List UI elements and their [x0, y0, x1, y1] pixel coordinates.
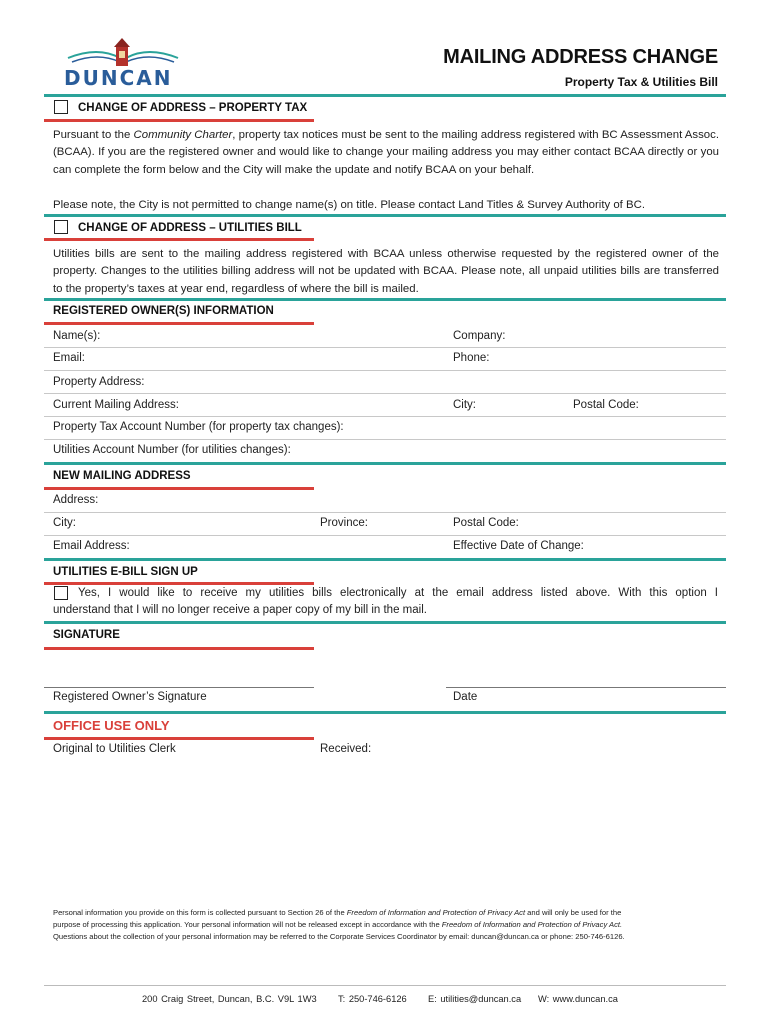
office-use-heading: OFFICE USE ONLY [53, 718, 170, 733]
utilities-checkbox[interactable] [54, 220, 68, 234]
tax-account-label: Property Tax Account Number (for property tax changes): [53, 421, 344, 433]
ebill-text-line1: Yes, I would like to receive my utilities bills electronically at the email address listed above. With this option I [78, 587, 718, 599]
section-divider [44, 214, 726, 217]
utilities-account-label: Utilities Account Number (for utilities changes): [53, 444, 291, 456]
signature-line[interactable] [44, 687, 314, 688]
section-underline [44, 737, 314, 740]
privacy-notice [53, 907, 733, 943]
tax-account-field[interactable] [44, 439, 726, 440]
section-underline [44, 238, 314, 241]
email-address-label: Email Address: [53, 540, 130, 552]
section-underline [44, 582, 314, 585]
company-label: Company: [453, 330, 506, 342]
privacy-line-2: purpose of processing this application. Your personal information will not be released except in accordance with the Freedom of Information and Protection of Privacy Act. [53, 920, 623, 929]
address-label: Address: [53, 494, 99, 506]
section-underline [44, 119, 314, 122]
email-label: Email: [53, 352, 85, 364]
footer-website[interactable]: W: www.duncan.ca [538, 994, 618, 1004]
property-address-label: Property Address: [53, 376, 145, 388]
province-label: Province: [320, 517, 368, 529]
current-mailing-label: Current Mailing Address: [53, 399, 179, 411]
address-field[interactable] [44, 512, 726, 513]
date-line[interactable] [446, 687, 726, 688]
section-underline [44, 647, 314, 650]
original-to-label: Original to Utilities Clerk [53, 743, 176, 755]
section-divider [44, 711, 726, 714]
utilities-paragraph: Utilities bills are sent to the mailing address registered with BCAA unless otherwise requested by the registered owner of the property. Changes to the utilities billing address will not be updated with BCAA. Please note, all unpaid utilities bills are transferred to the property’s taxes at year end, regardless of where the bill is mailed. [53, 248, 719, 295]
ebill-text-line2: understand that I will no longer receive a paper copy of my bill in the mail. [53, 604, 427, 616]
city-province-field[interactable] [44, 535, 726, 536]
property-address-field[interactable] [44, 393, 726, 394]
property-tax-note: Please note, the City is not permitted to change name(s) on title. Please contact Land Titles & Survey Authority of BC. [53, 199, 645, 211]
page-title: MAILING ADDRESS CHANGE [443, 46, 718, 68]
footer-phone: T: 250-746-6126 [338, 994, 407, 1004]
section-divider [44, 558, 726, 561]
page-subtitle: Property Tax & Utilities Bill [564, 75, 718, 89]
current-mailing-field[interactable] [44, 416, 726, 417]
privacy-line-3: Questions about the collection of your personal information may be referred to the Corporate Services Coordinator by email: duncan@duncan.ca or phone: 250-746-6126. [53, 932, 625, 941]
footer-address: 200 Craig Street, Duncan, B.C. V9L 1W3 [142, 994, 317, 1004]
new-mailing-heading: NEW MAILING ADDRESS [53, 470, 191, 482]
names-field[interactable] [44, 347, 726, 348]
footer-divider [44, 985, 726, 986]
signature-heading: SIGNATURE [53, 629, 120, 641]
section-underline [44, 322, 314, 325]
date-label: Date [453, 691, 478, 703]
property-tax-heading: CHANGE OF ADDRESS – PROPERTY TAX [78, 102, 308, 114]
header-divider [44, 94, 726, 97]
property-tax-paragraph: Pursuant to the Community Charter, property tax notices must be sent to the mailing address registered with BC Assessment Assoc. (BCAA). If you are the registered owner and would like to change your mailing address you may either contact BCAA directly or you can complete the form below and the City will make the update and notify BCAA on your behalf. [53, 129, 719, 176]
new-postal-code-label: Postal Code: [453, 517, 519, 529]
email-field[interactable] [44, 370, 726, 371]
phone-label: Phone: [453, 352, 490, 364]
city-label: City: [453, 399, 476, 411]
utilities-heading: CHANGE OF ADDRESS – UTILITIES BILL [78, 222, 302, 234]
new-city-label: City: [53, 517, 76, 529]
logo-wordmark: DUNCAN [64, 66, 173, 90]
section-divider [44, 298, 726, 301]
property-tax-checkbox[interactable] [54, 100, 68, 114]
effective-date-label: Effective Date of Change: [453, 540, 584, 552]
section-divider [44, 462, 726, 465]
footer-email: E: utilities@duncan.ca [428, 994, 522, 1004]
ebill-heading: UTILITIES E-BILL SIGN UP [53, 566, 198, 578]
received-label: Received: [320, 743, 372, 755]
owner-signature-label: Registered Owner’s Signature [53, 691, 207, 703]
privacy-line-1: Personal information you provide on this form is collected pursuant to Section 26 of the Freedom of Information and Protection of Privacy Act and will only be used for the [53, 908, 622, 917]
names-label: Name(s): [53, 330, 101, 342]
section-underline [44, 487, 314, 490]
registered-owner-heading: REGISTERED OWNER(S) INFORMATION [53, 305, 274, 317]
section-divider [44, 621, 726, 624]
ebill-checkbox[interactable] [54, 586, 68, 600]
postal-code-label: Postal Code: [573, 399, 639, 411]
